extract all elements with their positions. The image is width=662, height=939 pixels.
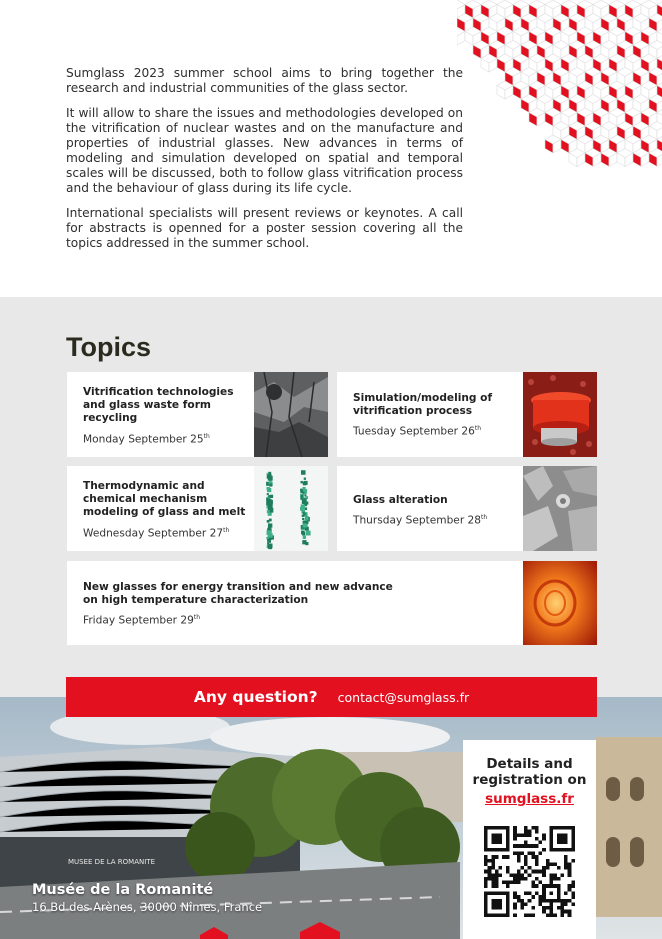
contact-bar xyxy=(66,677,597,717)
topic-title: Simulation/modeling of vitrification process xyxy=(353,392,493,418)
vitrification-simulation-image xyxy=(523,372,597,457)
building-sign: MUSEE DE LA ROMANITE xyxy=(68,858,155,866)
cracked-glass-image xyxy=(254,372,328,457)
intro-paragraph-1: Sumglass 2023 summer school aims to bring together the research and industrial communities of the glass sector. xyxy=(66,66,463,95)
topic-date: Friday September 29th xyxy=(83,614,201,627)
venue-name: Musée de la Romanité xyxy=(32,882,214,898)
topic-card-1 xyxy=(67,372,328,457)
topic-title: New glasses for energy transition and new advance on high temperature characterization xyxy=(83,581,393,607)
qr-code-icon[interactable] xyxy=(484,826,575,917)
topic-card-4 xyxy=(337,466,597,551)
topic-card-3 xyxy=(67,466,328,551)
venue-address: 16 Bd des Arènes, 30000 Nîmes, France xyxy=(32,900,263,914)
decorative-cube-pattern xyxy=(457,0,662,190)
molecular-model-image xyxy=(254,466,328,551)
topic-date: Thursday September 28th xyxy=(353,514,488,527)
topic-title: Glass alteration xyxy=(353,494,448,506)
venue-info xyxy=(32,882,262,914)
topic-date: Monday September 25th xyxy=(83,432,210,446)
topic-title: Thermodynamic and chemical mechanism modeling of glass and melt xyxy=(83,480,246,519)
contact-email-link[interactable]: contact@sumglass.fr xyxy=(337,689,470,705)
registration-text: Details and registration on xyxy=(472,756,587,788)
topic-card-2 xyxy=(337,372,597,457)
topic-title: Vitrification technologies and glass waste form recycling xyxy=(83,386,234,425)
registration-link[interactable]: sumglass.fr xyxy=(485,791,574,807)
topics-heading: Topics xyxy=(66,332,152,362)
intro-paragraph-2: It will allow to share the issues and methodologies developed on the vitrification of nuclear wastes and on the manufacture and properties of industrial glasses. New advances in terms of modeling and simulation developed on spatial and temporal scales will be discussed, both to follow glass vitrification process and the behaviour of glass during its life cycle. xyxy=(66,106,463,195)
registration-box xyxy=(463,740,596,939)
topic-date: Wednesday September 27th xyxy=(83,526,230,540)
question-label: Any question? xyxy=(193,688,318,706)
topic-card-5 xyxy=(67,561,597,645)
intro-paragraph-3: International specialists will present reviews or keynotes. A call for abstracts is openned for a poster session covering all the topics addressed in the summer school. xyxy=(66,206,463,250)
glass-alteration-microscopy-image xyxy=(523,466,597,551)
topic-date: Tuesday September 26th xyxy=(353,425,482,438)
intro-text xyxy=(66,66,463,261)
molten-glass-image xyxy=(523,561,597,645)
